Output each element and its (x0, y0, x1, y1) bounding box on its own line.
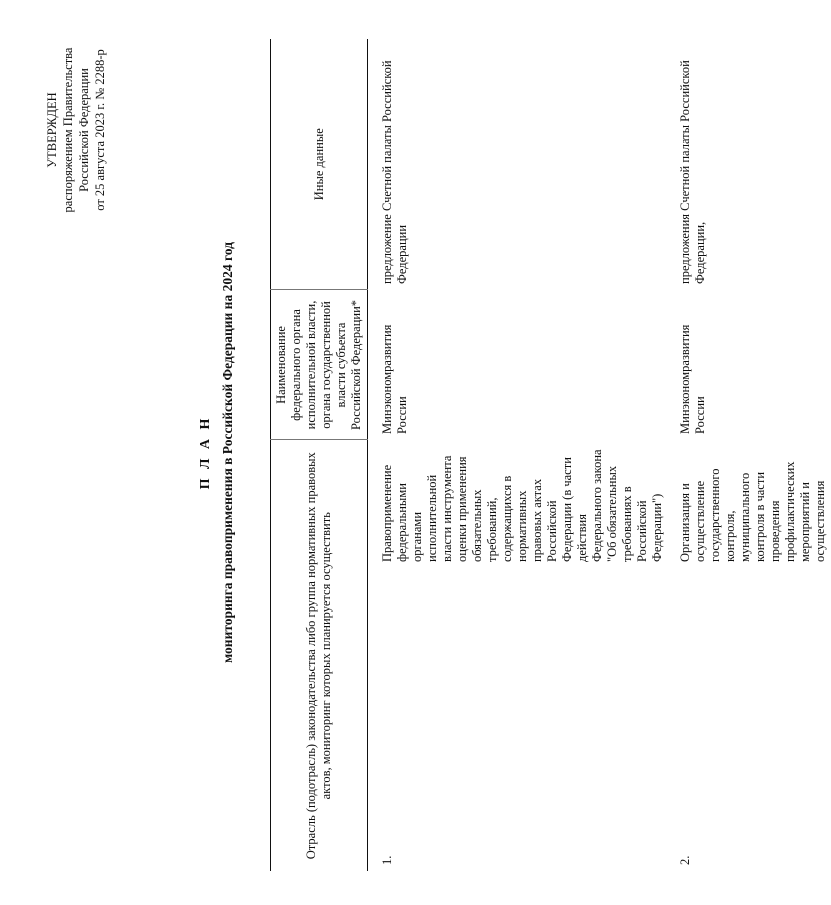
table-header-row (271, 39, 368, 871)
document-subtitle: мониторинга правоприменения в Российской Федерации на 2024 год (220, 242, 235, 663)
approval-stamp (44, 15, 108, 245)
header-subject: Отрасль (подотрасль) законодательства либо группа нормативных правовых актов, мониторинг которых планируется осуществить (304, 452, 333, 860)
approval-line: Российской Федерации (77, 68, 91, 192)
row-authority: Минэкономразвития России (380, 324, 409, 434)
table-row (370, 39, 668, 871)
header-other-data: Иные данные (311, 128, 326, 201)
document-title: П Л А Н (198, 415, 213, 490)
header-authority: Наименование федерального органа исполнительной власти, органа государственной власти субъекта Российской Федерации* (271, 290, 368, 440)
row-other-data: предложение Счетной палаты Российской Федерации (380, 60, 409, 284)
plan-table (270, 39, 831, 871)
row-authority: Минэкономразвития России (678, 324, 707, 434)
row-subject: Правоприменение федеральными органами исполнительной власти инструмента оценки применения обязательных требований, содержащихся в нормативных правовых актах Российской Федерации (в части действия Федерального закона "Об обязательных требованиях в Российской Федерации") (380, 449, 664, 562)
approval-line: УТВЕРЖДЕН (45, 92, 59, 168)
approval-line: от 25 августа 2023 г. № 2288-р (93, 49, 107, 211)
approval-line: распоряжением Правительства (61, 47, 75, 213)
table-row (668, 39, 831, 871)
row-subject: Организация и осуществление государственного контроля, муниципального контроля в части проведения профилактических мероприятий и осуществления (678, 461, 827, 562)
row-other-data: предложения Счетной палаты Российской Федерации, (678, 60, 707, 284)
row-number: 1. (380, 855, 394, 865)
row-number: 2. (678, 855, 692, 865)
